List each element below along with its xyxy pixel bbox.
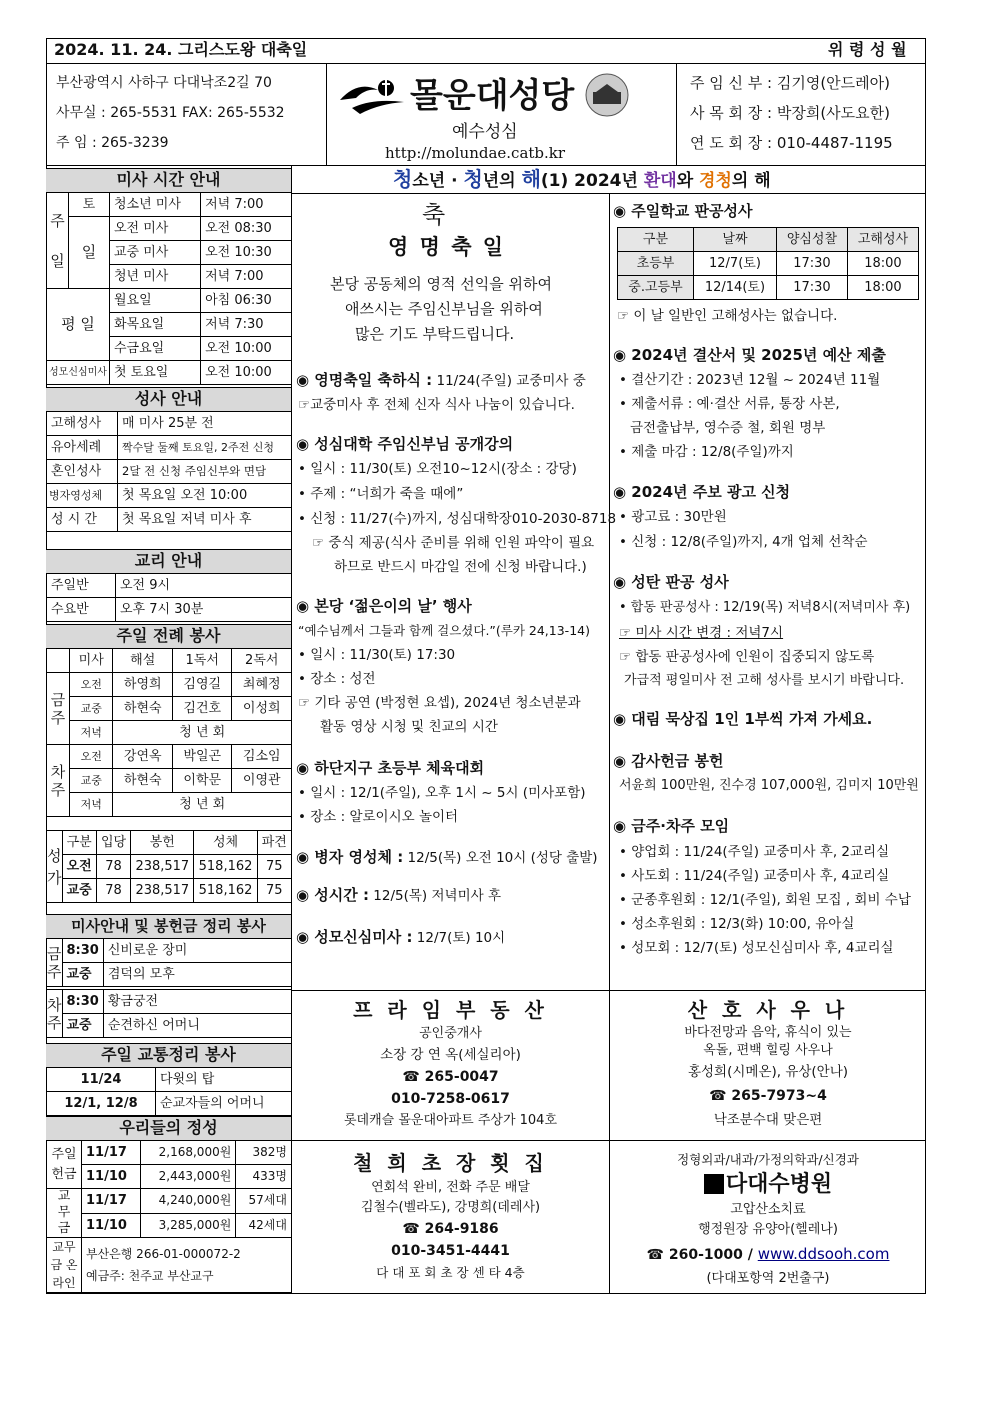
youth-day-line-1: “예수님께서 그들과 함께 걸으셨다.”(루카 24,13-14) (298, 623, 590, 638)
youth-day-line-2: • 일시 : 11/30(토) 17:30 (298, 647, 456, 663)
section-advent-book: ◉ 대림 묵상집 1인 1부씩 가져 가세요. (613, 710, 873, 728)
hospital-name: 다대수병원 (610, 1170, 926, 1200)
mass-title: 미사 시간 안내 (46, 168, 291, 193)
mass-table: 주 일 토 청소년 미사 저녁 7:00 일 오전 미사 오전 08:30 교중 미사 오전 10:30 청년 미사 저녁 7:00 평 일 월요일 아침 06:30 화목요일 저녁 7:30 수금요일 오전 10:00 성모신심미사 첫 토요일 오전 10:00 (46, 192, 292, 385)
council-info: 사 목 회 장 : 박장희(사도요한) (690, 104, 890, 122)
pastor-phone: 주 임 : 265-3239 (56, 135, 169, 151)
section-marian-mass: ◉ 성모신심미사 : 12/7(토) 10시 (296, 928, 506, 946)
bank-account: 부산은행 266-01-000072-2 (86, 1247, 241, 1261)
account-holder: 예금주: 천주교 부산교구 (86, 1269, 214, 1283)
lecture-line-1: • 일시 : 11/30(토) 오전10~12시(장소 : 강당) (298, 461, 577, 477)
section-sick-communion: ◉ 병자 영성체 : 12/5(목) 오전 10시 (성당 출발) (296, 848, 598, 866)
feast-line-3: 많은 기도 부탁드립니다. (355, 325, 515, 343)
youth-day-line-4: ☞ 기타 공연 (박정현 요셉), 2024년 청소년분과 (298, 695, 581, 711)
section-sports-day: ◉ 하단지구 초등부 체육대회 (296, 759, 485, 777)
thanks-offering-line: 서윤희 100만원, 진수경 107,000원, 김미지 10만원 (619, 778, 919, 793)
church-address: 부산광역시 사하구 다대낙조2길 70 (56, 75, 272, 91)
ad-hospital: 정형외과/내과/가정의학과/신경과 다대수병원 고압산소치료 행정원장 유양아(헬레나) ☎ 260-1000 / www.ddsooh.com (다대포항역 2번출구) (610, 1150, 926, 1289)
doctrine-title: 교리 안내 (46, 549, 291, 574)
budget-line-4: • 제출 마감 : 12/8(주일)까지 (619, 444, 794, 460)
church-name: 몰운대성당 (410, 76, 575, 116)
church-logo-icon (338, 74, 406, 118)
traffic-title: 주일 교통정리 봉사 (46, 1043, 291, 1068)
confession-note: ☞ 이 날 일반인 고해성사는 없습니다. (617, 308, 838, 324)
feast-celebration-note: ☞교중미사 후 전체 신자 식사 나눔이 있습니다. (298, 397, 575, 413)
liturgy-title: 주일 전례 봉사 (46, 624, 291, 649)
section-lecture: ◉ 성심대학 주임신부님 공개강의 (296, 435, 514, 453)
feast-title: 영 명 축 일 (388, 234, 506, 259)
meetings-line-5: • 성모회 : 12/7(토) 성모신심미사 후, 4교리실 (619, 940, 894, 956)
section-youth-day: ◉ 본당 ‘젊은이의 날’ 행사 (296, 597, 472, 615)
ad-realestate: 프 라 임 부 동 산 공인중개사 소장 강 연 옥(세실리아) ☎ 265-0047 010-7258-0617 롯데캐슬 몰운대아파트 주상가 104호 (343, 998, 558, 1128)
traffic-table: 11/24 다윗의 탑 12/1, 12/8 순교자들의 어머니 (46, 1067, 292, 1116)
header-month: 위 령 성 월 (828, 40, 907, 59)
offering-title: 우리들의 정성 (46, 1116, 291, 1141)
choir-table: 성가 구분 입당 봉헌 성체 파견 오전 78 238,517 518,162 75 교중 78 238,517 518,162 75 (46, 830, 292, 903)
sports-day-line-2: • 장소 : 알로이시오 놀이터 (298, 809, 459, 825)
header-date: 2024. 11. 24. 그리스도왕 대축일 (54, 40, 308, 59)
bulletin-ads-line-2: • 신청 : 12/8(주일)까지, 4개 업체 선착순 (619, 534, 868, 550)
sacrament-title: 성사 안내 (46, 387, 291, 412)
liturgy-table: 미사 해설 1독서 2독서 금주 오전 하영희 김영길 최혜정 교중 하현숙 김건호 이성희 저녁 청 년 회 차주 오전 강연옥 박일곤 김소임 교중 하현숙 이학문 이영관 저녁 청 년 회 (46, 648, 292, 817)
lecture-line-2: • 주제 : “너희가 죽을 때에” (298, 486, 464, 502)
guide-title: 미사안내 및 봉헌금 정리 봉사 (46, 914, 291, 939)
sacrament-table: 고해성사 매 미사 25분 전 유아세례 짝수달 둘째 토요일, 2주전 신청 혼인성사 2달 전 신청 주임신부와 면담 병자영성체 첫 목요일 오전 10:00 성 시 간 첫 목요일 저녁 미사 후 (46, 411, 292, 532)
lecture-line-3: • 신청 : 11/27(수)까지, 성심대학장010-2030-8718 (298, 511, 617, 527)
section-thanks-offering: ◉ 감사헌금 봉헌 (613, 752, 724, 770)
youth-day-line-3: • 장소 : 성전 (298, 671, 376, 687)
confession-table: 구분 날짜 양심성찰 고해성사 초등부 12/7(토) 17:30 18:00 중.고등부 12/14(토) 17:30 18:00 (617, 227, 919, 300)
priest-info: 주 임 신 부 : 김기영(안드레아) (690, 74, 890, 92)
budget-line-2: • 제출서류 : 예·결산 서류, 통장 사본, (619, 396, 840, 412)
section-meetings: ◉ 금주·차주 모임 (613, 817, 730, 835)
section-bulletin-ads: ◉ 2024년 주보 광고 신청 (613, 483, 791, 501)
ad-restaurant: 철 희 초 장 횟 집 연회석 완비, 전화 주문 배달 김철수(벨라도), 강명희(데레사) ☎ 264-9186 010-3451-4441 다 대 포 회 초 장 센 타 4층 (353, 1151, 548, 1280)
section-christmas-confession: ◉ 성탄 판공 성사 (613, 573, 729, 591)
lecture-line-5: 하므로 반드시 마감일 전에 신청 바랍니다.) (334, 559, 587, 575)
youth-day-line-5: 활동 영상 시청 및 친교의 시간 (320, 719, 498, 735)
lecture-line-4: ☞ 중식 제공(식사 준비를 위해 인원 파악이 필요 (312, 535, 595, 551)
doctrine-table: 주일반 오전 9시 수요반 오후 7시 30분 (46, 573, 292, 622)
year-banner: 청소년 · 청년의 해(1) 2024년 환대와 경청의 해 (393, 167, 771, 191)
budget-line-3: 금전출납부, 영수증 철, 회원 명부 (630, 420, 826, 436)
meetings-line-2: • 사도회 : 11/24(주일) 교중미사 후, 4교리실 (619, 868, 890, 884)
section-budget: ◉ 2024년 결산서 및 2025년 예산 제출 (613, 346, 886, 364)
sports-day-line-1: • 일시 : 12/1(주일), 오후 1시 ~ 5시 (미사포함) (298, 785, 586, 801)
church-building-icon (584, 72, 630, 118)
ad-sauna: 산 호 사 우 나 바다전망과 음악, 휴식이 있는 옥돌, 편백 힐링 사우나 홍성희(시메온), 유상(안나) ☎ 265-7973~4 낙조분수대 맞은편 (684, 998, 852, 1128)
section-holy-hour: ◉ 성시간 : 12/5(목) 저녁미사 후 (296, 886, 501, 904)
office-phone: 사무실 : 265-5531 FAX: 265-5532 (56, 105, 285, 121)
christmas-line-4: 가급적 평일미사 전 고해 성사를 보시기 바랍니다. (624, 673, 905, 688)
christmas-line-3: ☞ 합동 판공성사에 인원이 집중되지 않도록 (619, 649, 875, 665)
meetings-line-3: • 군종후원회 : 12/1(주일), 회원 모집 , 회비 수납 (619, 892, 911, 908)
section-feast-celebration: ◉ 영명축일 축하식 : 11/24(주일) 교중미사 중 (296, 371, 586, 389)
section-confession: ◉ 주일학교 판공성사 (613, 202, 753, 220)
hospital-website-link[interactable]: www.ddsooh.com (757, 1245, 890, 1263)
hospital-logo-icon (704, 1174, 724, 1194)
meetings-line-1: • 양업회 : 11/24(주일) 교중미사 후, 2교리실 (619, 844, 890, 860)
offering-table: 주일헌금 11/17 2,168,000원 382명 11/10 2,443,000원 433명 교무금 11/17 4,240,000원 57세대 11/10 3,285,000원 42세대 교무금 온라인 부산은행 266-01-000072-2 예금주: 천주교 부산교구 (46, 1140, 292, 1293)
feast-line-1: 본당 공동체의 영적 선익을 위하여 (330, 275, 552, 293)
parish-chair-info: 연 도 회 장 : 010-4487-1195 (690, 134, 893, 152)
guide-table: 금주 8:30 신비로운 장미 교중 겸덕의 모후 차주 8:30 황금궁전 교중 순견하신 어머니 (46, 938, 292, 1038)
church-url[interactable]: http://molundae.catb.kr (385, 144, 566, 162)
feast-line-2: 애쓰시는 주임신부님을 위하여 (345, 300, 543, 318)
meetings-line-4: • 성소후원회 : 12/3(화) 10:00, 유아실 (619, 916, 855, 932)
budget-line-1: • 결산기간 : 2023년 12월 ~ 2024년 11월 (619, 372, 881, 388)
bulletin-ads-line-1: • 광고료 : 30만원 (619, 509, 727, 525)
christmas-line-1: • 합동 판공성사 : 12/19(목) 저녁8시(저녁미사 후) (619, 600, 911, 615)
church-subtitle: 예수성심 (452, 122, 518, 142)
feast-char: 축 (422, 201, 446, 229)
christmas-line-2: ☞ 미사 시간 변경 : 저녁7시 (619, 625, 784, 641)
